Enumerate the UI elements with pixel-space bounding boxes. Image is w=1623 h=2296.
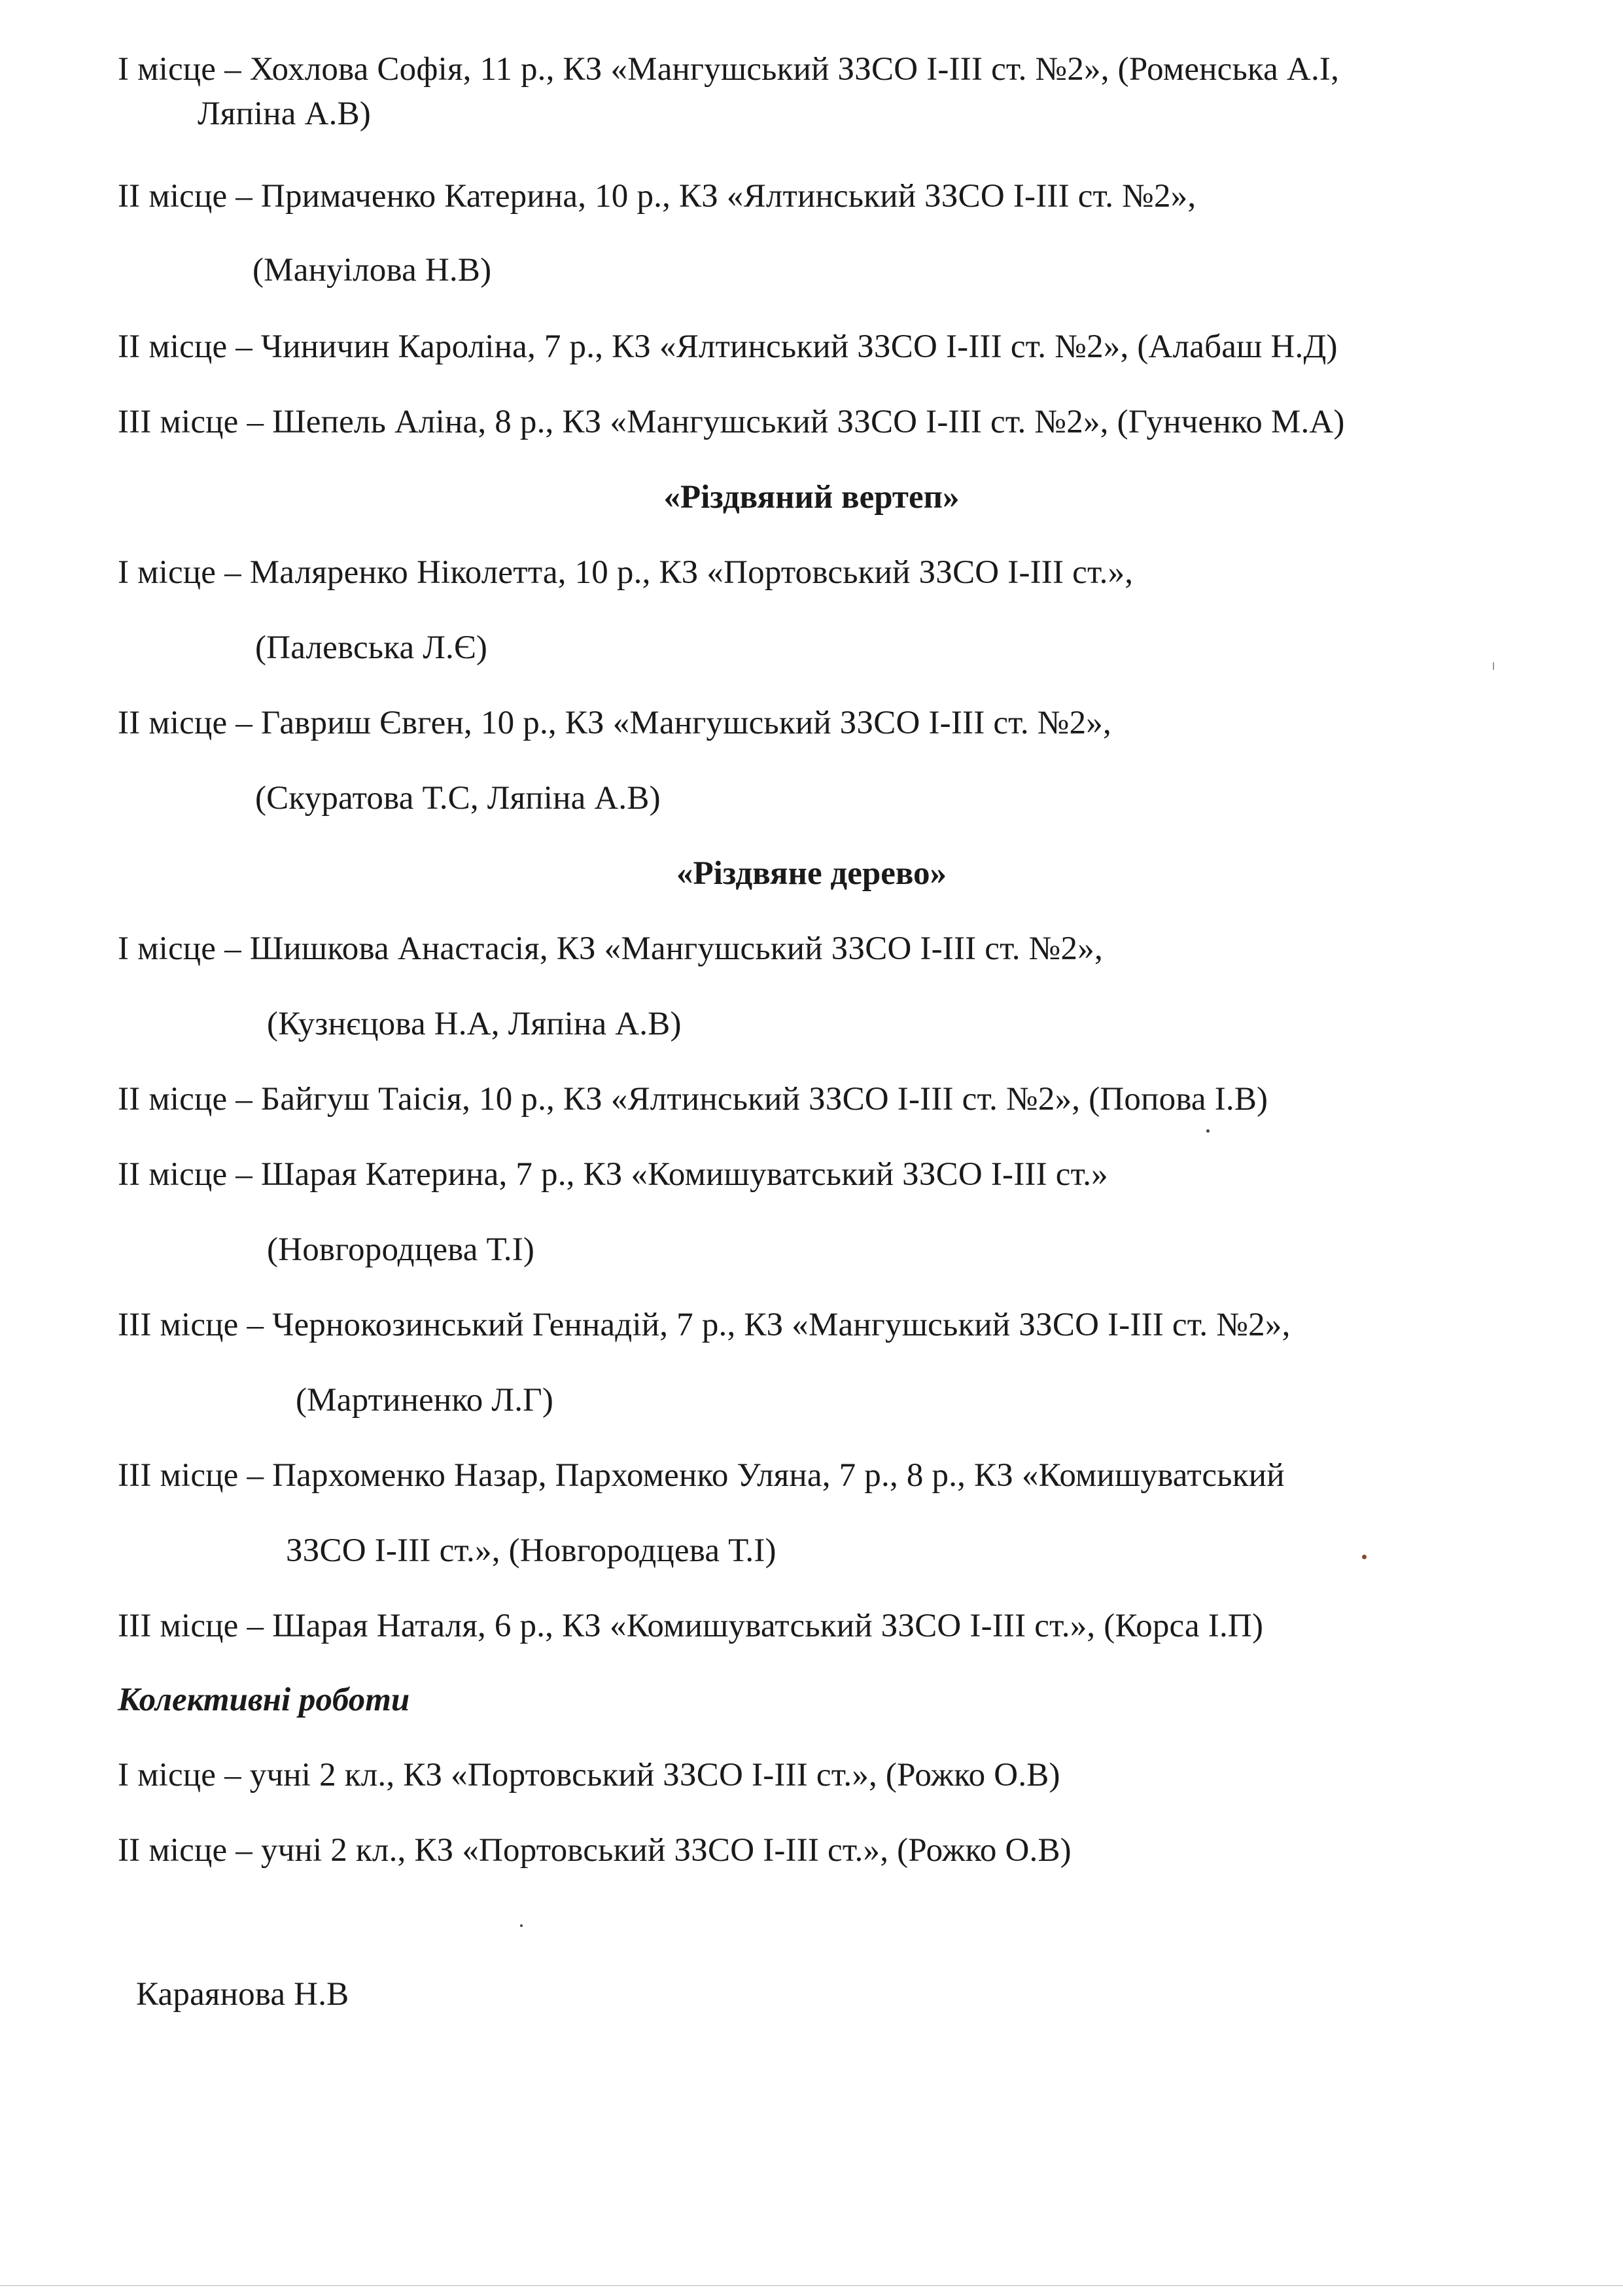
scan-speck: [520, 1924, 523, 1927]
entry-line: III місце – Шарая Наталя, 6 р., КЗ «Комишуватський ЗЗСО I-III ст.», (Корса І.П): [118, 1608, 1264, 1644]
entry-line-continued: Ляпіна А.В): [198, 96, 371, 132]
entry-line: III місце – Чернокозинський Геннадій, 7 р., КЗ «Мангушський ЗЗСО I-III ст. №2»,: [118, 1307, 1291, 1343]
entry-line: II місце – Байгуш Таісія, 10 р., КЗ «Ялтинський ЗЗСО I-III ст. №2», (Попова І.В): [118, 1081, 1268, 1118]
entry-line: I місце – учні 2 кл., КЗ «Портовський ЗЗСО I-III ст.», (Рожко О.В): [118, 1757, 1060, 1793]
scan-speck: [1362, 1555, 1367, 1559]
entry-line: II місце – учні 2 кл., КЗ «Портовський ЗЗСО I-III ст.», (Рожко О.В): [118, 1832, 1072, 1869]
entry-line: II місце – Примаченко Катерина, 10 р., КЗ «Ялтинський ЗЗСО I-III ст. №2»,: [118, 178, 1196, 215]
entry-line: I місце – Маляренко Ніколетта, 10 р., КЗ «Портовський ЗЗСО I-III ст.»,: [118, 554, 1134, 591]
entry-line-continued: (Мануілова Н.В): [253, 252, 492, 289]
section-heading-collective: Колективні роботи: [118, 1682, 410, 1718]
entry-line: II місце – Чиничин Кароліна, 7 р., КЗ «Ялтинський ЗЗСО I-III ст. №2», (Алабаш Н.Д): [118, 328, 1338, 365]
section-heading-derevo: «Різдвяне дерево»: [676, 855, 947, 892]
scan-speck: [1493, 662, 1494, 670]
entry-line-continued: (Скуратова Т.С, Ляпіна А.В): [255, 780, 661, 817]
scan-edge-line: [0, 2285, 1623, 2286]
entry-line: II місце – Гавриш Євген, 10 р., КЗ «Мангушський ЗЗСО I-III ст. №2»,: [118, 705, 1111, 741]
entry-line-continued: (Мартиненко Л.Г): [296, 1382, 554, 1419]
entry-line: I місце – Хохлова Софія, 11 р., КЗ «Мангушський ЗЗСО I-III ст. №2», (Роменська А.І,: [118, 51, 1340, 88]
entry-line: I місце – Шишкова Анастасія, КЗ «Мангушський ЗЗСО I-III ст. №2»,: [118, 930, 1103, 967]
entry-line-continued: (Кузнєцова Н.А, Ляпіна А.В): [267, 1006, 682, 1042]
entry-line: III місце – Шепель Аліна, 8 р., КЗ «Мангушський ЗЗСО I-III ст. №2», (Гунченко М.А): [118, 404, 1345, 440]
entry-line-continued: (Палевська Л.Є): [255, 629, 488, 666]
scan-speck: [1206, 1129, 1210, 1133]
entry-line-continued: (Новгородцева Т.І): [267, 1231, 535, 1268]
entry-line: III місце – Пархоменко Назар, Пархоменко Уляна, 7 р., 8 р., КЗ «Комишуватський: [118, 1457, 1285, 1494]
section-heading-vertep: «Різдвяний вертеп»: [663, 479, 960, 516]
signature: Караянова Н.В: [136, 1976, 349, 2013]
entry-line-continued: ЗЗСО I-III ст.», (Новгородцева Т.І): [286, 1532, 777, 1569]
entry-line: II місце – Шарая Катерина, 7 р., КЗ «Комишуватський ЗЗСО I-III ст.»: [118, 1156, 1108, 1193]
